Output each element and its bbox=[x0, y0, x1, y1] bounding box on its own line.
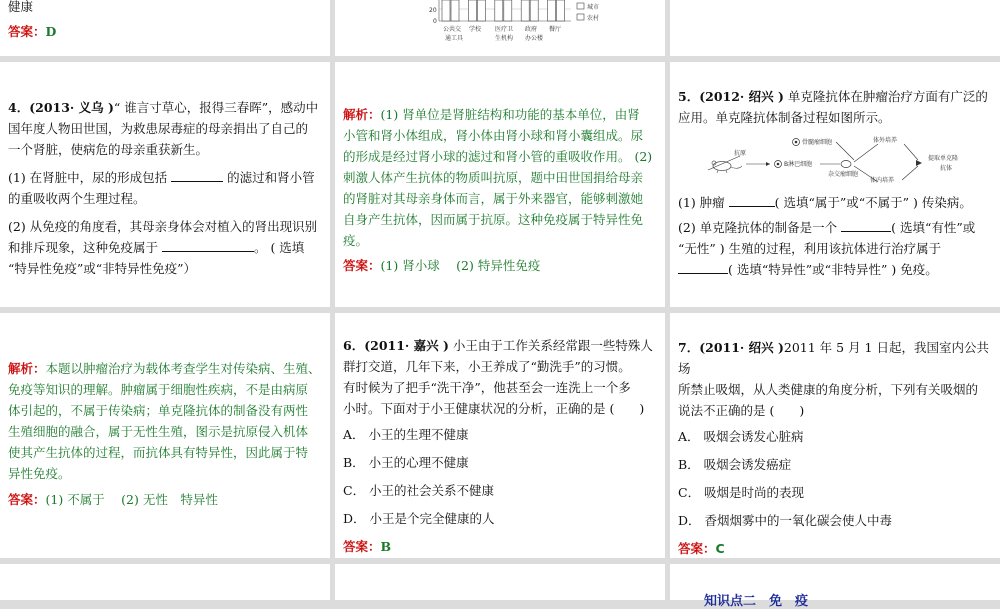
q4-part2-d: “特异性免疫”或“非特异性免疫”） bbox=[8, 261, 197, 276]
analysis-line: 免疫等知识的理解。肿瘤属于细胞性疾病，不是由病原 bbox=[8, 382, 309, 397]
q5-line1: 单克隆抗体在肿瘤治疗方面有广泛的 bbox=[783, 89, 988, 104]
x-tick-label: 公共交 bbox=[443, 26, 462, 33]
q7-option-c[interactable]: C． 吸烟是时尚的表现 bbox=[678, 485, 805, 500]
analysis-line: 的形成是经过肾小球的滤过和肾小管的重吸收作用。 (2) bbox=[343, 149, 653, 164]
q5-blank-2[interactable] bbox=[841, 231, 891, 232]
q5-source: (2012· 绍兴 ) bbox=[699, 89, 784, 104]
y-tick-label: 20 bbox=[429, 7, 437, 14]
q6-answer-line bbox=[343, 537, 657, 557]
bar-rural bbox=[530, 0, 538, 21]
q5-blank-1[interactable] bbox=[729, 206, 775, 207]
analysis-line: 异性免疫。 bbox=[8, 466, 71, 481]
panel-q4-answer bbox=[335, 62, 665, 307]
answer-line bbox=[8, 22, 56, 42]
q4-answer-line bbox=[343, 256, 657, 276]
answer-value: C bbox=[715, 541, 725, 556]
x-tick-label: 餐厅 bbox=[549, 26, 562, 33]
answer-label: 答案： bbox=[8, 24, 46, 39]
q4-line1: “ 谁言寸草心，报得三春晖”，感动中 bbox=[113, 100, 319, 115]
bar-rural bbox=[477, 0, 485, 21]
knowledge-point-heading: 知识点二 免 疫 bbox=[704, 594, 809, 609]
q4-number: 4． bbox=[8, 100, 30, 115]
q7-option-b[interactable]: B． 吸烟会诱发癌症 bbox=[678, 457, 792, 472]
monoclonal-antibody-diagram bbox=[678, 130, 992, 190]
q5-answer-line bbox=[8, 490, 322, 510]
question-tail-text: 健康 bbox=[8, 0, 34, 14]
q5-analysis bbox=[8, 358, 322, 484]
analysis-line: 使其产生抗体的过程，而抗体具有特异性，因此属于特 bbox=[8, 445, 309, 460]
panel-q5 bbox=[670, 62, 1000, 307]
answer-label: 答案： bbox=[678, 541, 716, 556]
q7-line1: 2011 年 5 月 1 日起，我国室内公共场 bbox=[678, 340, 989, 376]
analysis-line: 刺激人体产生抗体的物质叫抗原，题中田世国捐给母亲 bbox=[343, 170, 644, 185]
analysis-label: 解析： bbox=[343, 107, 381, 122]
panel-q6 bbox=[335, 313, 665, 558]
answer-value: B bbox=[380, 539, 392, 554]
q5-blank-3[interactable] bbox=[678, 273, 728, 274]
q4-analysis bbox=[343, 104, 657, 251]
q4-line2: 国年度人物田世国，为救患尿毒症的母亲捐出了自己的 bbox=[8, 121, 309, 136]
q5-part1-a: (1) 肿瘤 bbox=[678, 195, 729, 210]
q4-part2-b: 和排斥现象，这种免疫属于 bbox=[8, 240, 162, 255]
q6-line3: 有时候为了把手“洗干净”，他甚至会一连洗上一个多 bbox=[343, 380, 631, 395]
q6-option-d[interactable]: D． 小王是个完全健康的人 bbox=[343, 511, 495, 526]
panel-r4-left bbox=[0, 564, 330, 600]
answer-value: (1) 不属于 (2) 无性 特异性 bbox=[45, 492, 218, 507]
q5-part1-b: ( 选填“属于”或“不属于” ) 传染病。 bbox=[774, 195, 972, 210]
q6-line2: 群打交道，几年下来，小王养成了“勤洗手”的习惯。 bbox=[343, 359, 631, 374]
panel-r4-right bbox=[670, 564, 1000, 609]
q6-number: 6． bbox=[343, 338, 365, 353]
q4-blank-2[interactable] bbox=[162, 251, 254, 252]
q6-option-c[interactable]: C． 小王的社会关系不健康 bbox=[343, 483, 495, 498]
q5-part2 bbox=[678, 217, 992, 280]
analysis-line: (1) 肾单位是肾脏结构和功能的基本单位，由肾 bbox=[380, 107, 640, 122]
answer-label: 答案： bbox=[8, 492, 46, 507]
x-tick-label: 医疗卫 bbox=[495, 26, 514, 33]
q6-line1: 小王由于工作关系经常跟一些特殊人 bbox=[448, 338, 653, 353]
analysis-label: 解析： bbox=[8, 361, 46, 376]
bar-rural bbox=[557, 0, 565, 21]
q4-part1-c: 的重吸收两个生理过程。 bbox=[8, 191, 146, 206]
extract-label-1: 提取单克隆 bbox=[928, 155, 959, 162]
q5-part2-d: ( 选填“特异性”或“非特异性” ) 免疫。 bbox=[728, 262, 938, 277]
q4-part2-c: 。 ( 选填 bbox=[253, 240, 305, 255]
analysis-line: 本题以肿瘤治疗为载体考查学生对传染病、生殖、 bbox=[45, 361, 321, 376]
q5-part1 bbox=[678, 192, 992, 213]
in-vivo-label: 体内培养 bbox=[870, 177, 895, 184]
q5-part2-b: ( 选填“有性”或 bbox=[891, 220, 976, 235]
x-tick-label: 政府 bbox=[525, 26, 538, 33]
legend-label: 农村 bbox=[587, 15, 600, 22]
legend-label: 城市 bbox=[587, 4, 600, 11]
legend-swatch bbox=[577, 14, 584, 20]
bar-city bbox=[521, 0, 529, 21]
hybridoma-cell-icon bbox=[841, 161, 851, 168]
q7-stem bbox=[678, 337, 992, 421]
bar-city bbox=[442, 0, 450, 21]
answer-label: 答案： bbox=[343, 539, 381, 554]
x-tick-label: 办公楼 bbox=[525, 35, 544, 42]
q7-option-d[interactable]: D． 香烟烟雾中的一氧化碳会使人中毒 bbox=[678, 513, 892, 528]
bar-city bbox=[548, 0, 556, 21]
panel-r1-left bbox=[0, 0, 330, 56]
x-tick-label: 学校 bbox=[469, 26, 482, 33]
q4-source: (2013· 义乌 ) bbox=[29, 100, 114, 115]
q4-stem bbox=[8, 97, 322, 160]
q5-number: 5． bbox=[678, 89, 700, 104]
q7-option-a[interactable]: A． 吸烟会诱发心脏病 bbox=[678, 429, 804, 444]
q4-line3: 一个肾脏，使病危的母亲重获新生。 bbox=[8, 142, 209, 157]
q7-number: 7． bbox=[678, 340, 700, 355]
analysis-line: 自身产生抗体，因而属于抗原。这种免疫属于特异性免 bbox=[343, 212, 644, 227]
x-tick-label: 生机构 bbox=[495, 35, 514, 42]
q5-part2-c: “无性” ) 生殖的过程，利用该抗体进行治疗属于 bbox=[678, 241, 942, 256]
q5-part2-a: (2) 单克隆抗体的制备是一个 bbox=[678, 220, 842, 235]
answer-value: (1) 肾小球 (2) 特异性免疫 bbox=[380, 258, 541, 273]
in-vitro-label: 体外培养 bbox=[873, 137, 898, 144]
q5-line2: 应用。单克隆抗体制备过程如图所示。 bbox=[678, 110, 891, 125]
x-tick-label: 通工具 bbox=[445, 35, 464, 42]
q4-blank-1[interactable] bbox=[171, 181, 223, 182]
legend-swatch bbox=[577, 3, 584, 9]
q7-source: (2011· 绍兴 ) bbox=[699, 340, 784, 355]
q4-part1-a: (1) 在肾脏中，尿的形成包括 bbox=[8, 170, 172, 185]
antigen-arrow bbox=[708, 156, 740, 170]
panel-r1-middle bbox=[335, 0, 665, 56]
q4-part1-b: 的滤过和肾小管 bbox=[223, 170, 315, 185]
hybridoma-label: 杂交瘤细胞 bbox=[828, 171, 859, 178]
analysis-line: 生殖细胞的融合，属于无性生殖，图示是抗原侵入机体 bbox=[8, 424, 309, 439]
q7-line2: 所禁止吸烟，从人类健康的角度分析，下列有关吸烟的 bbox=[678, 382, 979, 397]
q7-answer-line bbox=[678, 539, 992, 559]
extract-label-2: 抗体 bbox=[940, 165, 953, 172]
panel-r4-middle bbox=[335, 564, 665, 600]
q7-line3: 说法不正确的是 ( ) bbox=[678, 403, 805, 418]
q6-source: (2011· 嘉兴 ) bbox=[364, 338, 449, 353]
smoking-bar-chart bbox=[335, 0, 665, 56]
analysis-line: 的肾脏对其母亲身体而言，属于外来器官，能够刺激她 bbox=[343, 191, 644, 206]
answer-label: 答案： bbox=[343, 258, 381, 273]
q4-part2 bbox=[8, 216, 322, 279]
bar-rural bbox=[451, 0, 459, 21]
antigen-label: 抗原 bbox=[734, 150, 747, 157]
mouse-icon bbox=[712, 161, 742, 173]
q4-part2-a: (2) 从免疫的角度看，其母亲身体会对植入的肾出现识别 bbox=[8, 219, 318, 234]
q6-line4: 小时。下面对于小王健康状况的分析，正确的是 ( ) bbox=[343, 401, 645, 416]
panel-q5-answer bbox=[0, 313, 330, 558]
panel-q7 bbox=[670, 313, 1000, 558]
q5-stem bbox=[678, 86, 992, 128]
bar-city bbox=[495, 0, 503, 21]
panel-r1-right bbox=[670, 0, 1000, 56]
y-tick-label: 0 bbox=[433, 18, 437, 25]
q6-stem bbox=[343, 335, 657, 419]
panel-q4 bbox=[0, 62, 330, 307]
answer-value: D bbox=[45, 24, 57, 39]
analysis-line: 疫。 bbox=[343, 233, 369, 248]
q6-option-b[interactable]: B． 小王的心理不健康 bbox=[343, 455, 469, 470]
bar-city bbox=[468, 0, 476, 21]
q4-part1 bbox=[8, 167, 322, 209]
myeloma-label: 骨髓瘤细胞 bbox=[802, 139, 833, 146]
bar-rural bbox=[504, 0, 512, 21]
analysis-line: 体引起的，不属于传染病；单克隆抗体的制备没有两性 bbox=[8, 403, 309, 418]
q6-option-a[interactable]: A． 小王的生理不健康 bbox=[343, 427, 469, 442]
b-cell-label: B淋巴细胞 bbox=[784, 161, 813, 168]
analysis-line: 小管和肾小体组成，肾小体由肾小球和肾小囊组成。尿 bbox=[343, 128, 644, 143]
